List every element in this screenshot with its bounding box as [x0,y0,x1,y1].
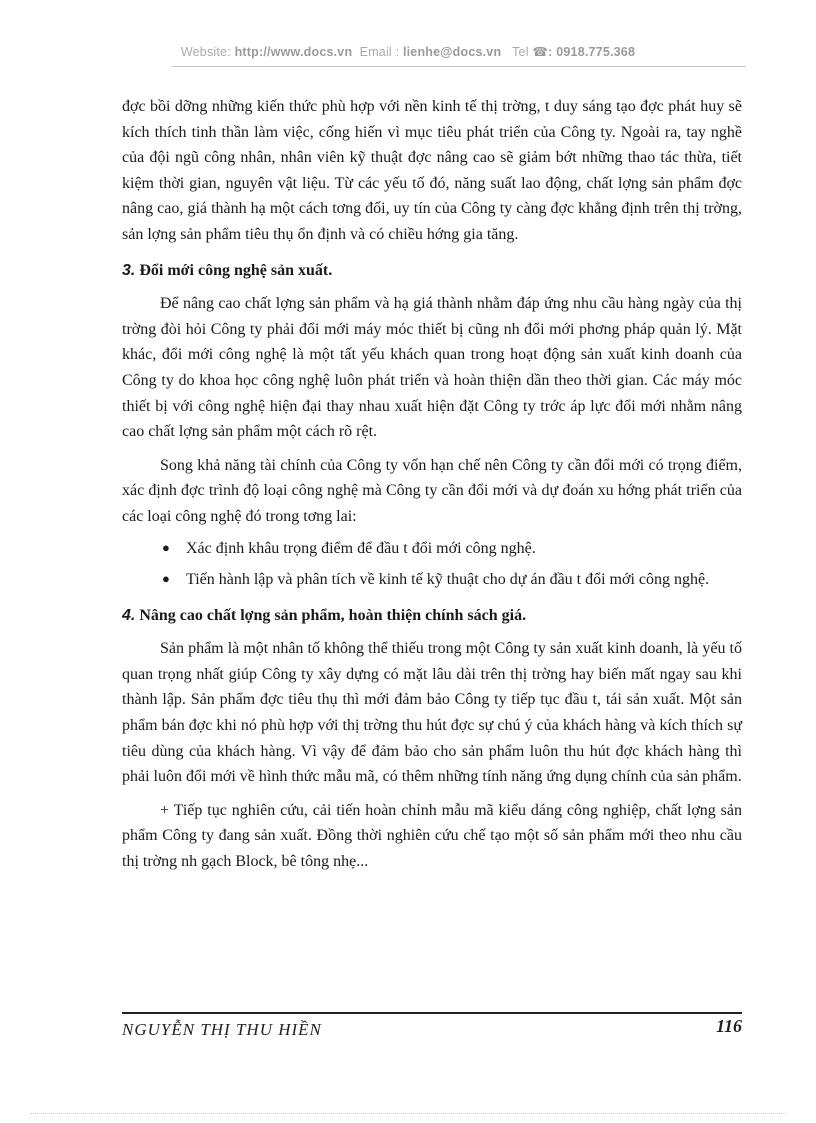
list-item [122,536,742,562]
bullet-icon: ● [162,539,170,555]
section-4-title: Nâng cao chất lợng sản phẩm, hoàn thiện chính sách giá. [139,606,527,624]
list-item-text: Xác định khâu trọng điểm để đầu t đổi mới công nghệ. [186,539,536,557]
bullet-icon: ● [162,571,170,587]
header-divider [172,66,746,67]
phone-icon: ☎ [532,45,549,59]
footer-author: NGUYỄN THỊ THU HIỀN [122,1020,322,1039]
list-item-text: Tiến hành lập và phân tích về kinh tế kỹ thuật cho dự án đầu t đổi mới công nghệ. [186,571,710,589]
email-link[interactable]: lienhe@docs.vn [402,45,502,59]
footer-divider [122,1012,742,1014]
section-4-number: 4. [122,606,136,624]
tel-label: Tel [512,45,529,59]
email-label: Email : [359,45,400,59]
phone-number: 0918.775.368 [556,45,636,59]
section-3-title: Đổi mới công nghệ sản xuất. [139,261,333,279]
website-link[interactable]: http://www.docs.vn [234,45,353,59]
website-label: Website: [180,45,231,59]
section-4-heading [122,603,742,629]
section-3-paragraph-1: Để nâng cao chất lợng sản phẩm và hạ giá thành nhằm đáp ứng nhu cầu hàng ngày của thị trờng đòi hỏi Công ty phải đổi mới máy móc thiết bị cũng nh đổi mới phơng pháp quản lý. Mặt khác, đổi mới công nghệ là một tất yếu khách quan trong hoạt động sản xuất kinh doanh của Công ty do khoa học công nghệ luôn phát triển và hoàn thiện dần theo thời gian. Các máy móc thiết bị với công nghệ hiện đại thay nhau xuất hiện đặt Công ty trớc áp lực đổi mới nhằm nâng cao chất lợng sản phẩm một cách rõ rệt. [122,295,742,441]
document-body [122,94,742,875]
section-3-heading [122,258,742,284]
list-item [122,567,742,593]
section-3-paragraph-2: Song khả năng tài chính của Công ty vốn hạn chế nên Công ty cần đổi mới có trọng điểm, xác định đợc trình độ loại công nghệ mà Công ty cần đổi mới và dự đoán xu hớng phát triển của các loại công nghệ đó trong tơng lai: [122,456,742,525]
section-4-paragraph-1: Sản phẩm là một nhân tố không thể thiếu trong một Công ty sản xuất kinh doanh, là yếu tố quan trọng nhất giúp Công ty xây dựng có mặt lâu dài trên thị trờng hay biến mất ngay sau khi thành lập. Sản phẩm đợc tiêu thụ thì mới đảm bảo Công ty tiếp tục đầu t, tái sản xuất. Một sản phẩm bán đợc khi nó phù hợp với thị trờng thu hút đợc sự chú ý của khách hàng và kích thích sự tiêu dùng của khách hàng. Vì vậy để đảm bảo cho sản phẩm luôn thu hút đợc khách hàng thì phải luôn đổi mới về hình thức mẫu mã, có thêm những tính năng ứng dụng chính của sản phẩm. [122,640,742,786]
section-3-number: 3. [122,261,136,279]
page-number: 116 [715,1016,742,1036]
site-header: Website: http://www.docs.vn Email : lienhe@docs.vn Tel ☎: 0918.775.368 [180,45,636,59]
bottom-dotted-rule [30,1113,786,1114]
intro-paragraph: đợc bồi dỡng những kiến thức phù hợp với nền kinh tế thị trờng, t duy sáng tạo đợc phát huy sẽ kích thích tinh thần làm việc, cống hiến vì mục tiêu phát triển của Công ty. Ngoài ra, tay nghề của đội ngũ công nhân, nhân viên kỹ thuật đợc nâng cao sẽ giảm bớt những thao tác thừa, tiết kiệm thời gian, nguyên vật liệu. Từ các yếu tố đó, năng suất lao động, chất lợng sản phẩm đợc nâng cao, giá thành hạ một cách tơng đối, uy tín của Công ty càng đợc khẳng định trên thị trờng, sản lợng sản phẩm tiêu thụ ổn định và có chiều hớng gia tăng. [122,98,742,243]
section-4-paragraph-2: + Tiếp tục nghiên cứu, cải tiến hoàn chỉnh mẫu mã kiểu dáng công nghiệp, chất lợng sản phẩm Công ty đang sản xuất. Đồng thời nghiên cứu chế tạo một số sản phẩm mới theo nhu cầu thị trờng nh gạch Block, bê tông nhẹ... [122,801,742,871]
